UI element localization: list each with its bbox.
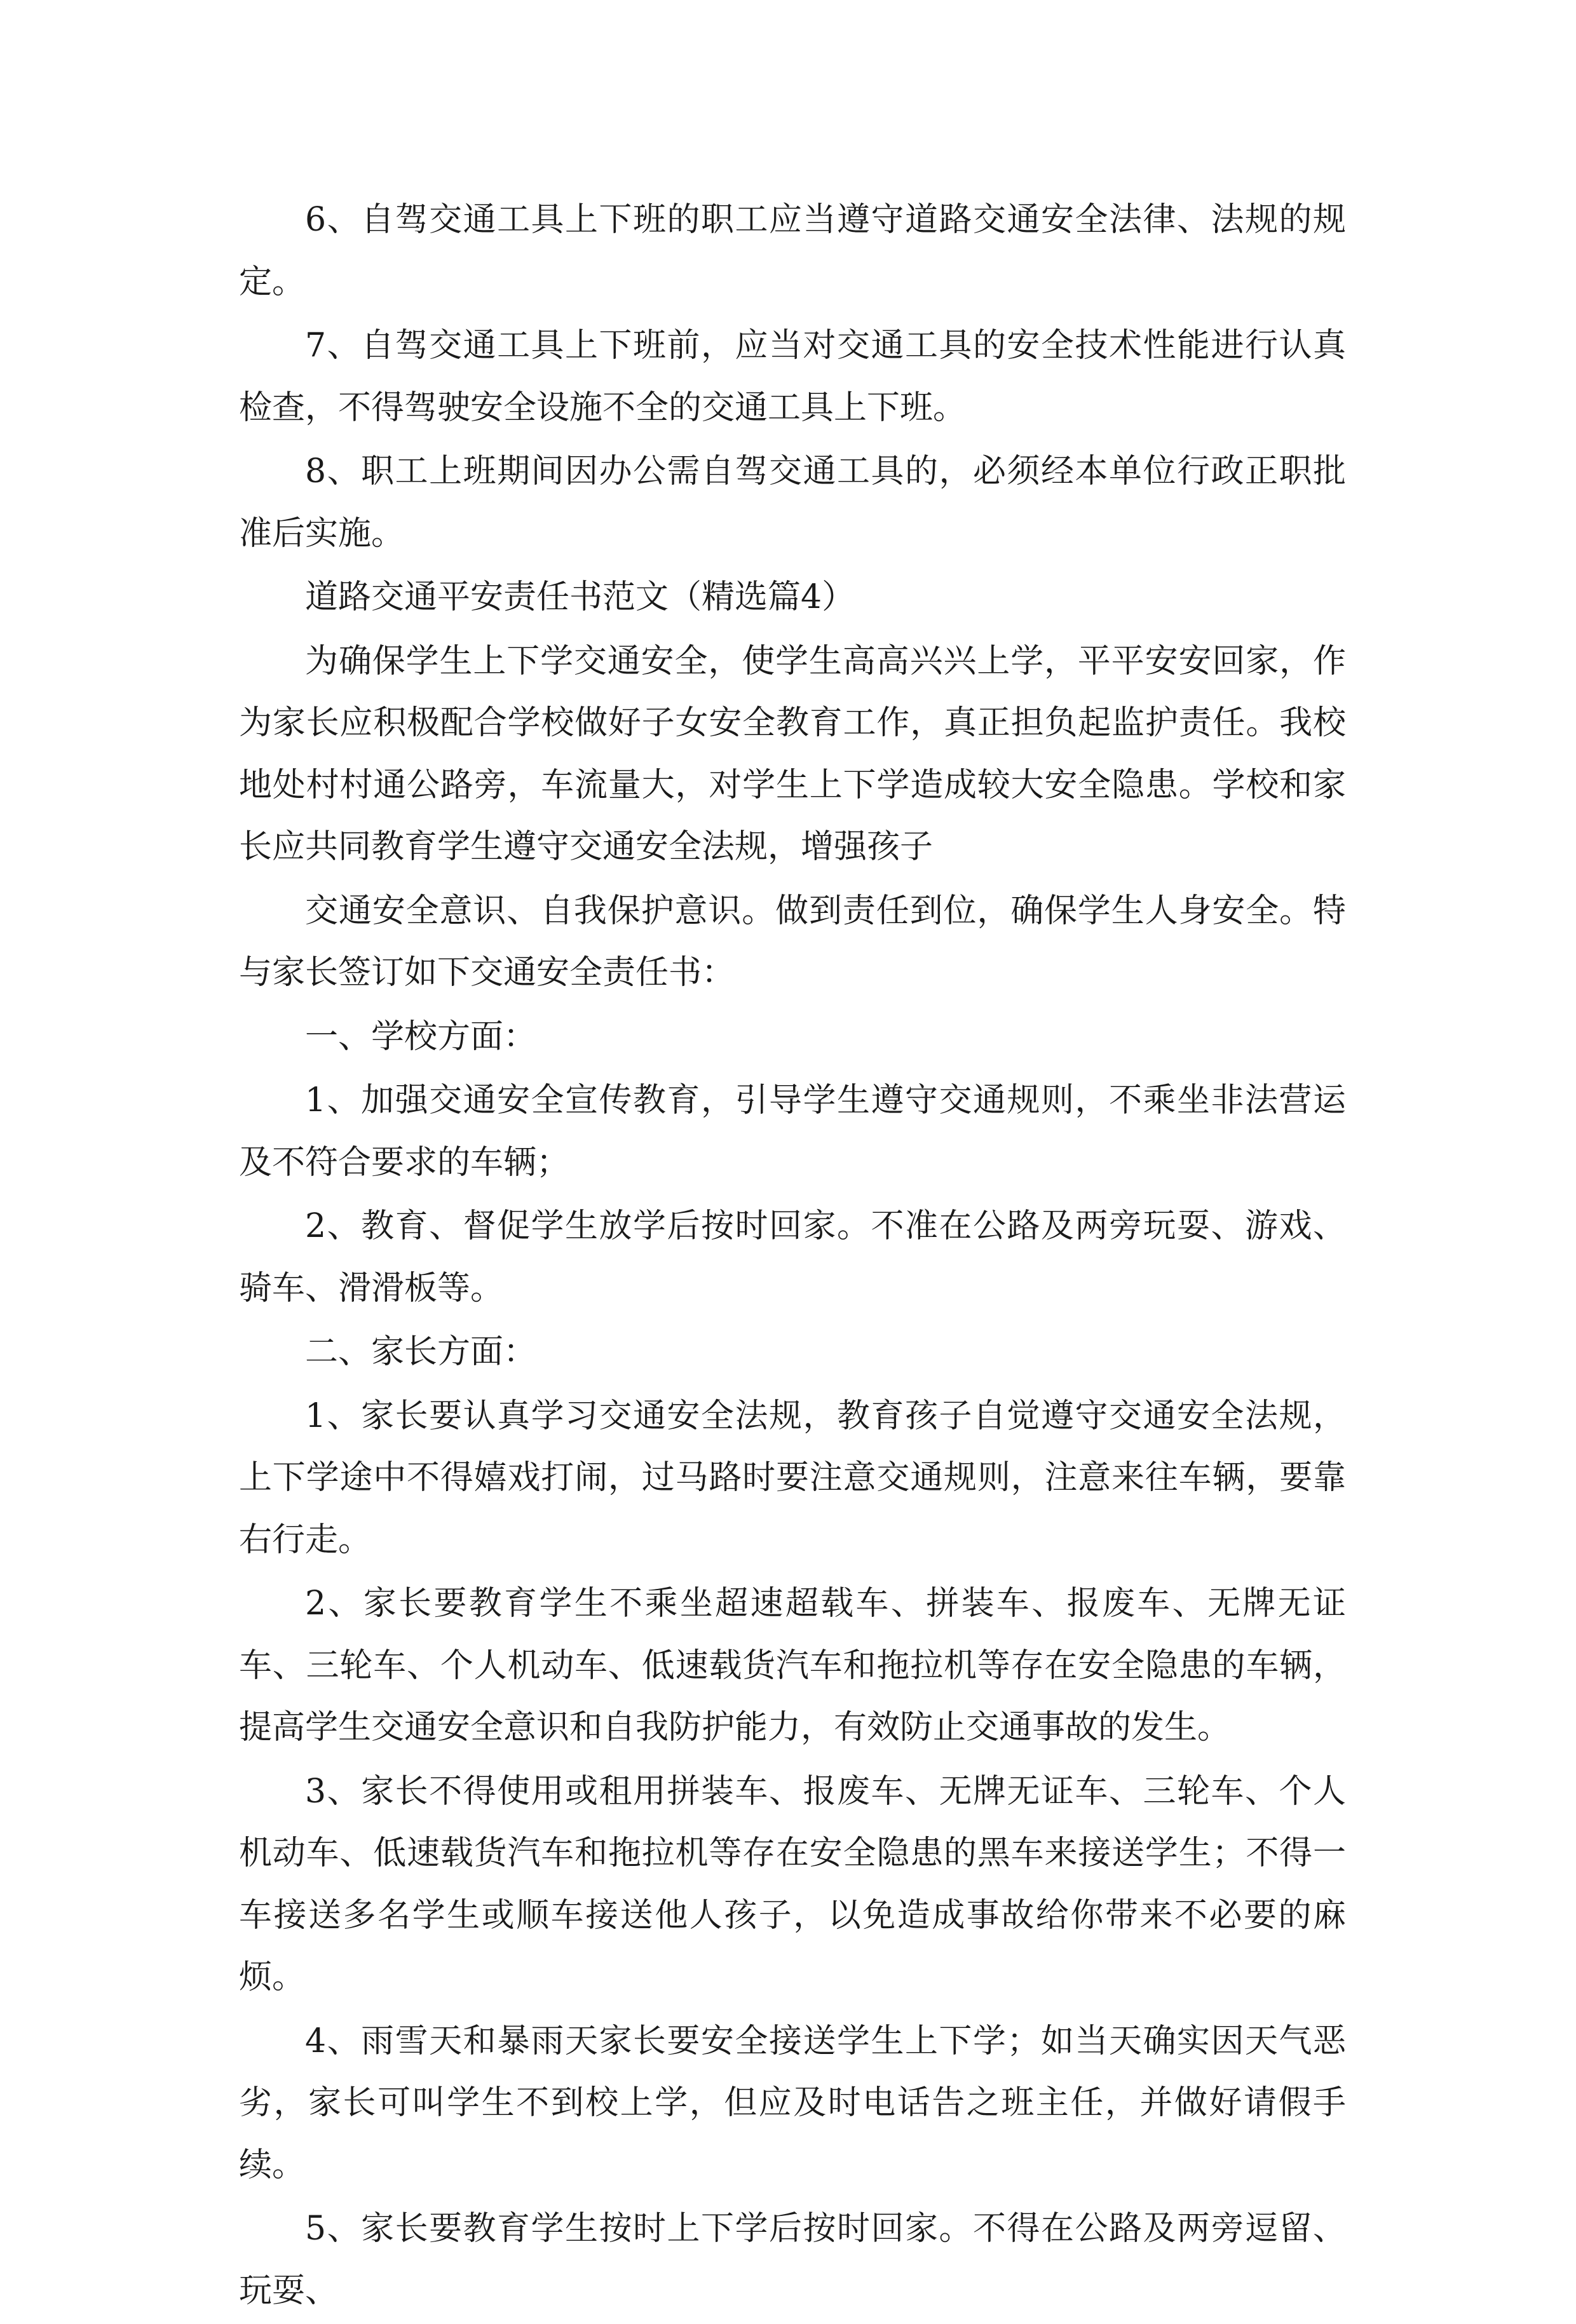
paragraph-text: 5、家长要教育学生按时上下学后按时回家。不得在公路及两旁逗留、玩耍、 [239, 2210, 1346, 2310]
paragraph-text: 6、自驾交通工具上下班的职工应当遵守道路交通安全法律、法规的规定。 [239, 201, 1346, 301]
parent-item-3 [239, 1761, 1346, 2009]
parent-section-heading [239, 1321, 1346, 1384]
intro-paragraph [239, 631, 1346, 879]
paragraph-text: 2、教育、督促学生放学后按时回家。不准在公路及两旁玩耍、游戏、骑车、滑滑板等。 [239, 1207, 1346, 1307]
paragraph-text: 8、职工上班期间因办公需自驾交通工具的，必须经本单位行政正职批准后实施。 [239, 452, 1346, 553]
paragraph-text: 为确保学生上下学交通安全，使学生高高兴兴上学，平平安安回家，作为家长应积极配合学校做好子女安全教育工作，真正担负起监护责任。我校地处村村通公路旁，车流量大，对学生上下学造成较大安全隐患。学校和家长应共同教育学生遵守交通安全法规，增强孩子 [239, 642, 1346, 866]
paragraph-item-7 [239, 315, 1346, 439]
parent-item-2 [239, 1573, 1346, 1759]
heading-text: 道路交通平安责任书范文（精选篇4） [305, 578, 855, 616]
paragraph-text: 3、家长不得使用或租用拼装车、报废车、无牌无证车、三轮车、个人机动车、低速载货汽车和拖拉机等存在安全隐患的黑车来接送学生；不得一车接送多名学生或顺车接送他人孩子，以免造成事故给你带来不必要的麻烦。 [239, 1772, 1346, 1996]
school-section-heading [239, 1006, 1346, 1069]
paragraph-text: 7、自驾交通工具上下班前，应当对交通工具的安全技术性能进行认真检查，不得驾驶安全设施不全的交通工具上下班。 [239, 327, 1346, 427]
paragraph-item-6 [239, 189, 1346, 313]
paragraph-text: 1、家长要认真学习交通安全法规，教育孩子自觉遵守交通安全法规，上下学途中不得嬉戏打闹，过马路时要注意交通规则，注意来往车辆，要靠右行走。 [239, 1396, 1346, 1559]
parent-item-1 [239, 1386, 1346, 1572]
section-heading [239, 567, 1346, 629]
parent-item-4 [239, 2011, 1346, 2197]
paragraph-text: 2、家长要教育学生不乘坐超速超载车、拼装车、报废车、无牌无证车、三轮车、个人机动车、低速载货汽车和拖拉机等存在安全隐患的车辆，提高学生交通安全意识和自我防护能力，有效防止交通事故的发生。 [239, 1584, 1346, 1746]
document-body [239, 189, 1346, 2324]
paragraph-text: 4、雨雪天和暴雨天家长要安全接送学生上下学；如当天确实因天气恶劣，家长可叫学生不到校上学，但应及时电话告之班主任，并做好请假手续。 [239, 2022, 1346, 2184]
parent-item-5 [239, 2198, 1346, 2322]
paragraph-text: 1、加强交通安全宣传教育，引导学生遵守交通规则，不乘坐非法营运及不符合要求的车辆； [239, 1081, 1346, 1182]
heading-text: 二、家长方面： [305, 1333, 537, 1371]
school-item-1 [239, 1070, 1346, 1194]
heading-text: 一、学校方面： [305, 1017, 537, 1056]
paragraph-text: 交通安全意识、自我保护意识。做到责任到位，确保学生人身安全。特与家长签订如下交通安全责任书： [239, 891, 1346, 992]
intro-paragraph-continued [239, 881, 1346, 1004]
paragraph-item-8 [239, 441, 1346, 565]
school-item-2 [239, 1196, 1346, 1320]
